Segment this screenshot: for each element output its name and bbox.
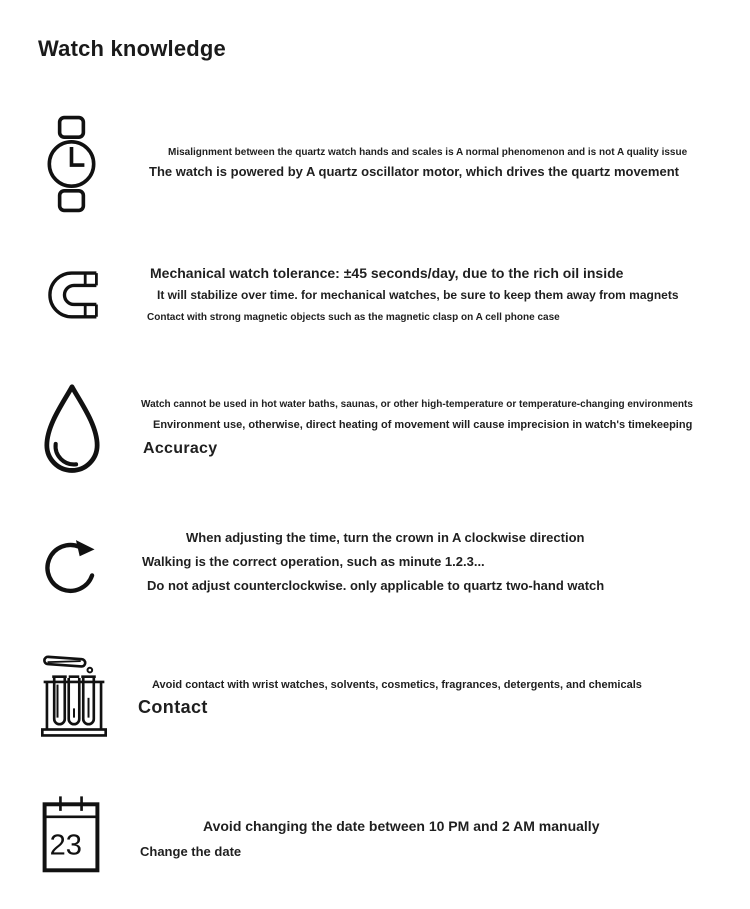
page-title: Watch knowledge xyxy=(38,36,226,61)
section-quartz-movement xyxy=(0,115,750,215)
note-line: Do not adjust counterclockwise. only applicable to quartz two-hand watch xyxy=(147,578,605,593)
section-date-change xyxy=(0,792,750,882)
note-line: Mechanical watch tolerance: ±45 seconds/day, due to the rich oil inside xyxy=(150,265,624,281)
magnet-icon xyxy=(46,267,102,324)
note-line: Environment use, otherwise, direct heating of movement will cause imprecision in watch's timekeeping xyxy=(153,419,693,431)
section-magnetism xyxy=(0,265,750,335)
note-line: Contact with strong magnetic objects such as the magnetic clasp on A cell phone case xyxy=(147,312,560,323)
note-line: Avoid changing the date between 10 PM and 2 AM manually xyxy=(203,818,600,834)
note-line: When adjusting the time, turn the crown in A clockwise direction xyxy=(186,530,585,545)
note-line: Walking is the correct operation, such as minute 1.2.3... xyxy=(142,554,485,569)
note-line: Misalignment between the quartz watch hands and scales is A normal phenomenon and is not A quality issue xyxy=(168,147,688,158)
calendar-icon xyxy=(38,794,104,874)
note-line: Watch cannot be used in hot water baths, saunas, or other high-temperature or temperature-changing environments xyxy=(141,399,693,410)
calendar-date-number: 23 xyxy=(49,829,82,862)
section-heading: Contact xyxy=(138,697,208,717)
section-time-adjustment xyxy=(0,528,750,608)
section-heading: Accuracy xyxy=(143,440,218,457)
section-chemical-contact xyxy=(0,650,750,750)
note-line: Avoid contact with wrist watches, solvents, cosmetics, fragrances, detergents, and chemicals xyxy=(152,679,642,691)
note-line: Change the date xyxy=(140,844,242,859)
clockwise-arrow-icon xyxy=(40,530,102,606)
test-tubes-icon xyxy=(41,650,107,743)
section-temperature-accuracy xyxy=(0,382,750,482)
water-drop-icon xyxy=(38,382,106,480)
watch-icon xyxy=(45,115,98,213)
note-line: The watch is powered by A quartz oscillator motor, which drives the quartz movement xyxy=(149,164,679,179)
note-line: It will stabilize over time. for mechanical watches, be sure to keep them away from magnets xyxy=(157,288,679,302)
